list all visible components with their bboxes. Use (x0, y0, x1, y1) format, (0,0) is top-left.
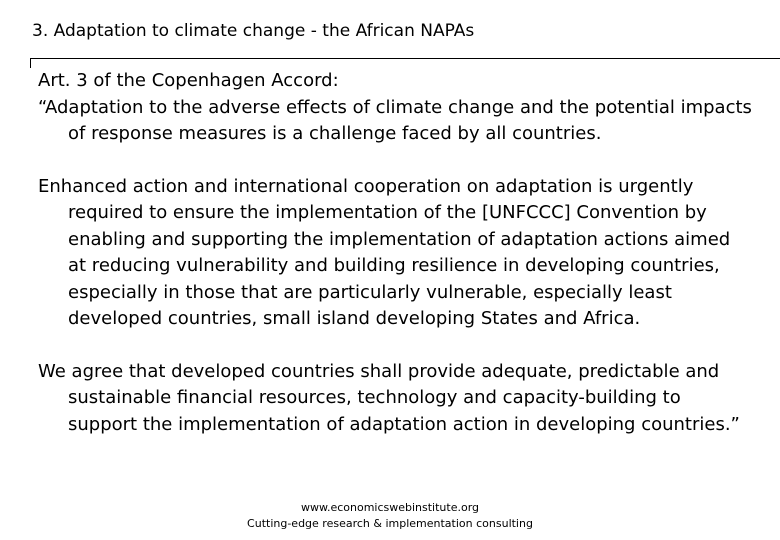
title-divider (30, 58, 780, 59)
paragraph-spacer (38, 148, 753, 174)
title-divider-tick (30, 58, 31, 68)
paragraph-spacer (38, 333, 753, 359)
quote-heading: Art. 3 of the Copenhagen Accord: (38, 70, 339, 91)
quote-paragraph-2: Enhanced action and international cooperation on adaptation is urgently required to ensure the implementation of the [UNFCCC] Convention by enabling and supporting the implementation of adaptation actions aimed at reducing vulnerability and building resilience in developing countries, especially in those that are particularly vulnerable, especially least developed countries, small island developing States and Africa. (38, 175, 731, 329)
quote-body (38, 68, 753, 438)
quote-paragraph-3: We agree that developed countries shall provide adequate, predictable and sustainable financial resources, technology and capacity-building to support the implementation of adaptation action in developing countries.” (38, 360, 740, 435)
slide-footer (0, 500, 780, 532)
footer-url[interactable]: www.economicswebinstitute.org (300, 501, 480, 514)
quote-paragraph-1: “Adaptation to the adverse effects of climate change and the potential impacts of response measures is a challenge faced by all countries. (38, 96, 752, 144)
slide-title: 3. Adaptation to climate change - the African NAPAs (32, 21, 475, 41)
footer-tagline: Cutting-edge research & implementation consulting (247, 517, 533, 530)
